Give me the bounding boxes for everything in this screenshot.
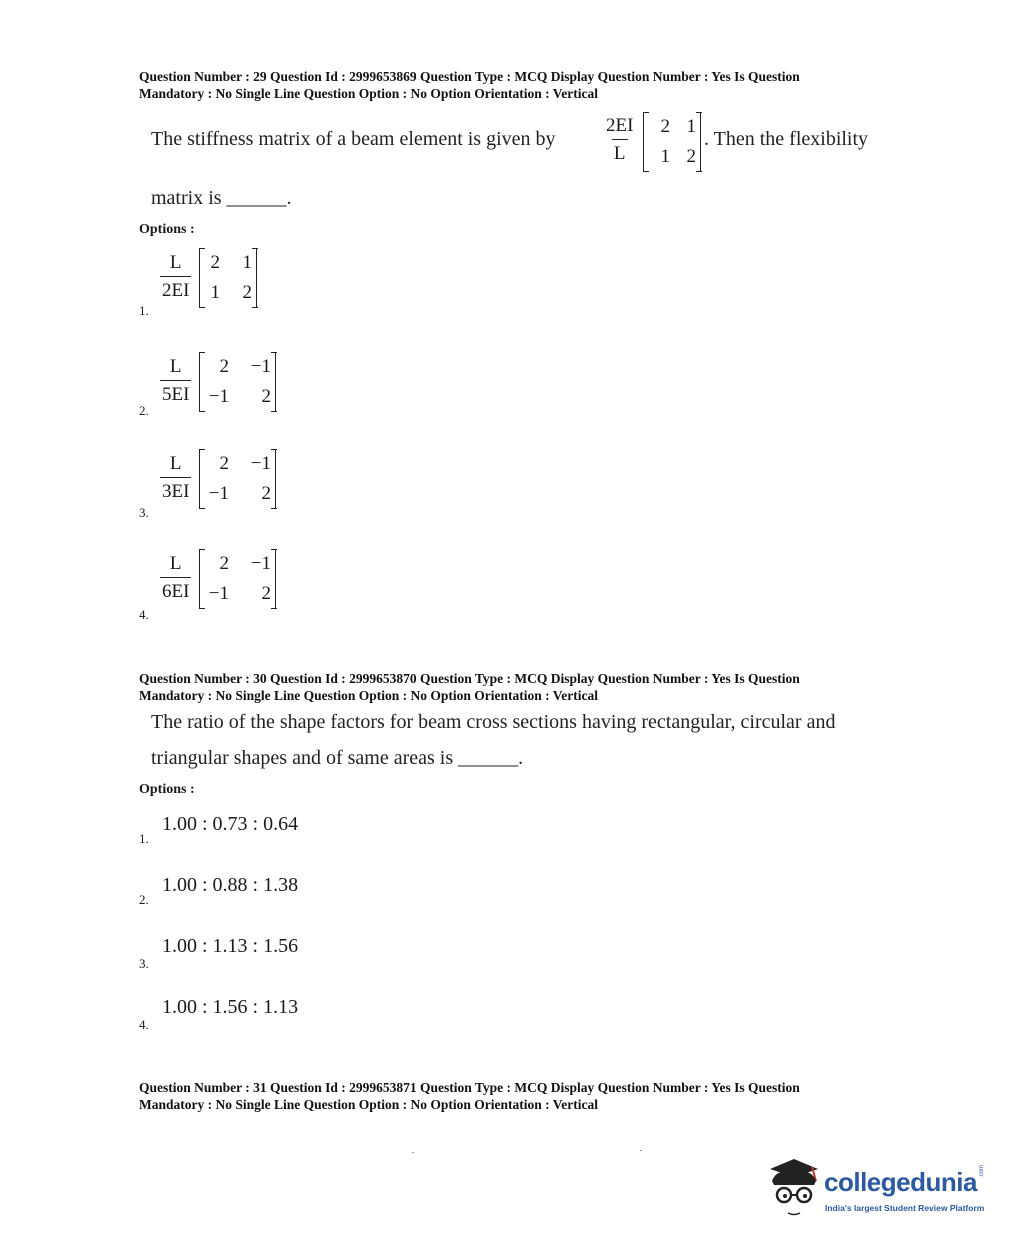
matrix-cell: 2 bbox=[242, 282, 252, 303]
scan-speck bbox=[640, 1150, 642, 1151]
matrix-cell: −1 bbox=[208, 583, 229, 604]
matrix-cell: −1 bbox=[250, 356, 271, 377]
q30-meta-line2: Mandatory : No Single Line Question Option : No Option Orientation : Vertical bbox=[139, 688, 599, 703]
q30-option2-text[interactable]: 1.00 : 0.88 : 1.38 bbox=[162, 874, 299, 896]
q29-stiffness-matrix bbox=[643, 112, 701, 172]
matrix-cell: 2 bbox=[686, 146, 696, 167]
q29-stiffness-num: 2EI bbox=[606, 115, 634, 136]
matrix-cell: −1 bbox=[208, 483, 229, 504]
fraction-denominator: 2EI bbox=[160, 276, 191, 305]
q30-option1-text[interactable]: 1.00 : 0.73 : 0.64 bbox=[162, 813, 299, 835]
q30-option2-number[interactable]: 2. bbox=[139, 892, 149, 907]
logo-wordmark[interactable]: collegedunia bbox=[824, 1167, 977, 1197]
fraction-numerator: L bbox=[169, 252, 182, 273]
matrix-cell: −1 bbox=[208, 386, 229, 407]
logo-suffix: .com bbox=[979, 1164, 985, 1178]
q29-option3-fraction bbox=[160, 451, 191, 506]
matrix-cell: 2 bbox=[261, 386, 271, 407]
q29-option3-number[interactable]: 3. bbox=[139, 505, 149, 520]
q29-option2-number[interactable]: 2. bbox=[139, 403, 149, 418]
q30-option3-number[interactable]: 3. bbox=[139, 956, 149, 971]
fraction-denominator: 5EI bbox=[160, 380, 191, 409]
matrix-cell: −1 bbox=[250, 553, 271, 574]
matrix-cell: −1 bbox=[250, 453, 271, 474]
q31-meta bbox=[139, 1079, 899, 1113]
q29-option4-fraction bbox=[160, 551, 191, 606]
q29-option4-number[interactable]: 4. bbox=[139, 607, 149, 622]
matrix-cell: 1 bbox=[660, 146, 670, 167]
q29-meta-line1: Question Number : 29 Question Id : 2999653869 Question Type : MCQ Display Question Number : Yes Is Question bbox=[139, 69, 800, 84]
fraction-numerator: L bbox=[169, 356, 182, 377]
q29-stiffness-fraction bbox=[604, 113, 635, 168]
q29-option2-fraction bbox=[160, 354, 191, 409]
fraction-numerator: L bbox=[169, 453, 182, 474]
fraction-denominator: 3EI bbox=[160, 477, 191, 506]
q31-meta-line1: Question Number : 31 Question Id : 2999653871 Question Type : MCQ Display Question Number : Yes Is Question bbox=[139, 1080, 800, 1095]
matrix-cell: 1 bbox=[242, 252, 252, 273]
q29-meta bbox=[139, 68, 899, 102]
matrix-cell: 2 bbox=[219, 453, 229, 474]
q29-option3-matrix[interactable] bbox=[199, 449, 276, 509]
matrix-cell: 2 bbox=[261, 583, 271, 604]
q29-meta-line2: Mandatory : No Single Line Question Option : No Option Orientation : Vertical bbox=[139, 86, 599, 101]
q29-text-after: . Then the flexibility bbox=[704, 128, 869, 150]
q30-option4-number[interactable]: 4. bbox=[139, 1017, 149, 1032]
q30-meta-line1: Question Number : 30 Question Id : 2999653870 Question Type : MCQ Display Question Number : Yes Is Question bbox=[139, 671, 800, 686]
q29-text-line2: matrix is ______. bbox=[151, 187, 292, 209]
q30-option1-number[interactable]: 1. bbox=[139, 831, 149, 846]
q30-text-line2: triangular shapes and of same areas is ______. bbox=[151, 747, 524, 769]
logo-tagline: India's largest Student Review Platform bbox=[825, 1203, 985, 1213]
matrix-cell: 2 bbox=[660, 116, 670, 137]
q29-option4-matrix[interactable] bbox=[199, 549, 276, 609]
matrix-cell: 1 bbox=[210, 282, 220, 303]
q30-meta bbox=[139, 670, 899, 704]
q29-text-before: The stiffness matrix of a beam element is given by bbox=[151, 128, 556, 150]
matrix-cell: 2 bbox=[219, 553, 229, 574]
q31-meta-line2: Mandatory : No Single Line Question Option : No Option Orientation : Vertical bbox=[139, 1097, 599, 1112]
matrix-cell: 2 bbox=[261, 483, 271, 504]
q30-text-line1: The ratio of the shape factors for beam cross sections having rectangular, circular and bbox=[151, 711, 836, 733]
matrix-cell: 2 bbox=[219, 356, 229, 377]
q29-option1-matrix[interactable] bbox=[199, 248, 257, 308]
q30-options-label: Options : bbox=[139, 782, 195, 797]
matrix-cell: 1 bbox=[686, 116, 696, 137]
q29-options-label: Options : bbox=[139, 222, 195, 237]
matrix-cell: 2 bbox=[210, 252, 220, 273]
q29-option1-fraction bbox=[160, 250, 191, 305]
q29-stiffness-den: L bbox=[612, 139, 628, 168]
scan-speck bbox=[412, 1152, 414, 1153]
q30-option4-text[interactable]: 1.00 : 1.56 : 1.13 bbox=[162, 996, 299, 1018]
fraction-numerator: L bbox=[169, 553, 182, 574]
q29-option1-number[interactable]: 1. bbox=[139, 303, 149, 318]
q30-option3-text[interactable]: 1.00 : 1.13 : 1.56 bbox=[162, 935, 299, 957]
fraction-denominator: 6EI bbox=[160, 577, 191, 606]
q29-option2-matrix[interactable] bbox=[199, 352, 276, 412]
